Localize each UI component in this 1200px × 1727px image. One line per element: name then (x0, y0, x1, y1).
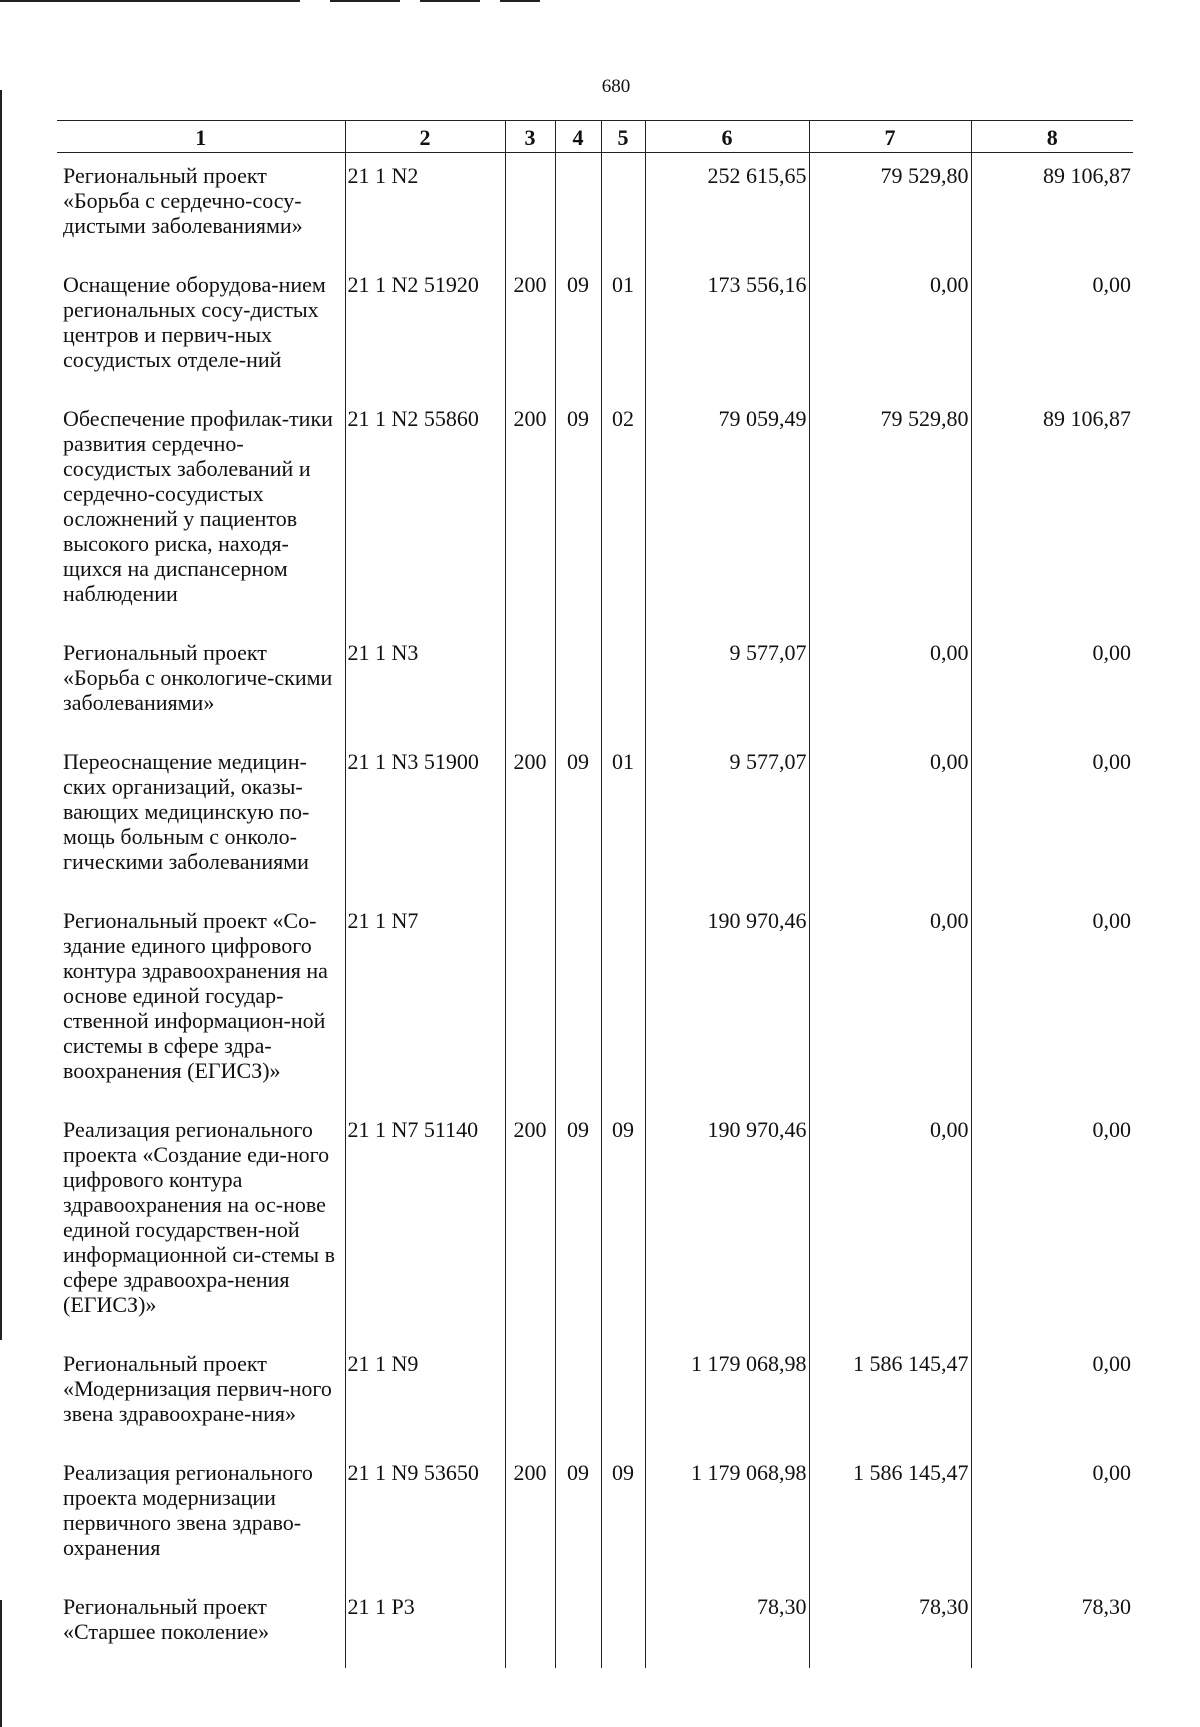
row-name: Региональный проект «Старшее поколение» (63, 1594, 270, 1644)
row-col4 (555, 1584, 601, 1668)
table-row (57, 153, 1133, 263)
row-col8: 0,00 (971, 262, 1133, 396)
row-name: Реализация регионального проекта «Создание еди-ного цифрового контура здравоохранения на ос-нове единой государствен-ной информационной си-стемы в сфере здравоохра-нения (ЕГИСЗ)» (63, 1117, 335, 1317)
row-col7: 0,00 (809, 739, 971, 898)
row-col6: 173 556,16 (645, 262, 809, 396)
row-col3: 200 (505, 1450, 555, 1584)
row-col4: 09 (555, 1450, 601, 1584)
row-name: Обеспечение профилак-тики развития сердечно-сосудистых заболеваний и сердечно-сосудистых осложнений у пациентов высокого риска, находя-щихся на диспансерном наблюдении (63, 406, 333, 606)
row-col7: 79 529,80 (809, 153, 971, 263)
row-code: 21 1 N3 (345, 630, 505, 739)
row-name: Региональный проект «Модернизация первич-ного звена здравоохране-ния» (63, 1351, 332, 1426)
table-row (57, 1584, 1133, 1668)
row-col3 (505, 153, 555, 263)
row-col6: 190 970,46 (645, 898, 809, 1107)
row-col8: 89 106,87 (971, 153, 1133, 263)
row-code: 21 1 N3 51900 (345, 739, 505, 898)
row-col3: 200 (505, 262, 555, 396)
row-col7: 0,00 (809, 898, 971, 1107)
row-col6: 1 179 068,98 (645, 1450, 809, 1584)
row-name: Реализация регионального проекта модернизации первичного звена здраво-охранения (63, 1460, 313, 1560)
row-col4: 09 (555, 739, 601, 898)
row-col3 (505, 1341, 555, 1450)
row-code: 21 1 N9 53650 (345, 1450, 505, 1584)
row-name: Региональный проект «Со-здание единого цифрового контура здравоохранения на основе единой государ-ственной информацион-ной системы в сфере здра-воохранения (ЕГИСЗ)» (63, 908, 328, 1083)
row-col4 (555, 1341, 601, 1450)
row-code: 21 1 N7 (345, 898, 505, 1107)
table-header-row (57, 121, 1133, 153)
scan-artifact-left (0, 90, 2, 1340)
column-header: 1 (57, 121, 345, 153)
row-col8: 0,00 (971, 630, 1133, 739)
row-name: Переоснащение медицин-ских организаций, оказы-вающих медицинскую по-мощь больным с онколо-гическими заболеваниями (63, 749, 310, 874)
row-name: Региональный проект «Борьба с онкологиче-скими заболеваниями» (63, 640, 333, 715)
scan-artifact-top (500, 0, 540, 2)
row-col4 (555, 153, 601, 263)
table-row (57, 396, 1133, 630)
row-col6: 78,30 (645, 1584, 809, 1668)
row-col6: 9 577,07 (645, 630, 809, 739)
row-col5 (601, 898, 645, 1107)
budget-table (57, 120, 1133, 1668)
row-col3 (505, 630, 555, 739)
row-col5 (601, 153, 645, 263)
row-code: 21 1 N2 (345, 153, 505, 263)
row-col7: 0,00 (809, 1107, 971, 1341)
table-row (57, 1341, 1133, 1450)
row-code: 21 1 N2 55860 (345, 396, 505, 630)
row-col4 (555, 898, 601, 1107)
row-col5 (601, 630, 645, 739)
scan-artifact-top (0, 0, 300, 2)
row-col7: 0,00 (809, 262, 971, 396)
row-col7: 78,30 (809, 1584, 971, 1668)
row-name: Региональный проект «Борьба с сердечно-сосу-дистыми заболеваниями» (63, 163, 303, 238)
table-row (57, 262, 1133, 396)
row-col8: 0,00 (971, 1450, 1133, 1584)
row-col6: 252 615,65 (645, 153, 809, 263)
scan-artifact-top (420, 0, 480, 2)
table-row (57, 1107, 1133, 1341)
column-header: 3 (505, 121, 555, 153)
row-col5 (601, 1584, 645, 1668)
row-col6: 9 577,07 (645, 739, 809, 898)
table-row (57, 898, 1133, 1107)
row-col8: 0,00 (971, 898, 1133, 1107)
row-col8: 0,00 (971, 1341, 1133, 1450)
row-code: 21 1 P3 (345, 1584, 505, 1668)
page-number: 680 (601, 76, 631, 97)
row-col5: 09 (601, 1450, 645, 1584)
row-col8: 78,30 (971, 1584, 1133, 1668)
column-header: 5 (601, 121, 645, 153)
row-col6: 79 059,49 (645, 396, 809, 630)
row-col3: 200 (505, 396, 555, 630)
row-col4 (555, 630, 601, 739)
row-col3: 200 (505, 1107, 555, 1341)
column-header: 8 (971, 121, 1133, 153)
column-header: 2 (345, 121, 505, 153)
row-col3 (505, 1584, 555, 1668)
row-col5: 09 (601, 1107, 645, 1341)
row-col3: 200 (505, 739, 555, 898)
row-col5: 01 (601, 739, 645, 898)
row-col7: 1 586 145,47 (809, 1450, 971, 1584)
scan-artifact-top (330, 0, 400, 2)
row-col7: 0,00 (809, 630, 971, 739)
row-code: 21 1 N7 51140 (345, 1107, 505, 1341)
row-col4: 09 (555, 262, 601, 396)
table-row (57, 739, 1133, 898)
row-col3 (505, 898, 555, 1107)
row-name: Оснащение оборудова-нием региональных сосу-дистых центров и первич-ных сосудистых отделе-ний (63, 272, 326, 372)
column-header: 7 (809, 121, 971, 153)
row-col7: 1 586 145,47 (809, 1341, 971, 1450)
row-col8: 89 106,87 (971, 396, 1133, 630)
column-header: 6 (645, 121, 809, 153)
table-row (57, 1450, 1133, 1584)
row-col8: 0,00 (971, 1107, 1133, 1341)
row-col4: 09 (555, 1107, 601, 1341)
row-col6: 190 970,46 (645, 1107, 809, 1341)
row-col5: 01 (601, 262, 645, 396)
column-header: 4 (555, 121, 601, 153)
row-col7: 79 529,80 (809, 396, 971, 630)
row-code: 21 1 N2 51920 (345, 262, 505, 396)
row-col6: 1 179 068,98 (645, 1341, 809, 1450)
row-col8: 0,00 (971, 739, 1133, 898)
row-code: 21 1 N9 (345, 1341, 505, 1450)
row-col5 (601, 1341, 645, 1450)
scan-artifact-left (0, 1600, 2, 1727)
row-col5: 02 (601, 396, 645, 630)
row-col4: 09 (555, 396, 601, 630)
table-row (57, 630, 1133, 739)
